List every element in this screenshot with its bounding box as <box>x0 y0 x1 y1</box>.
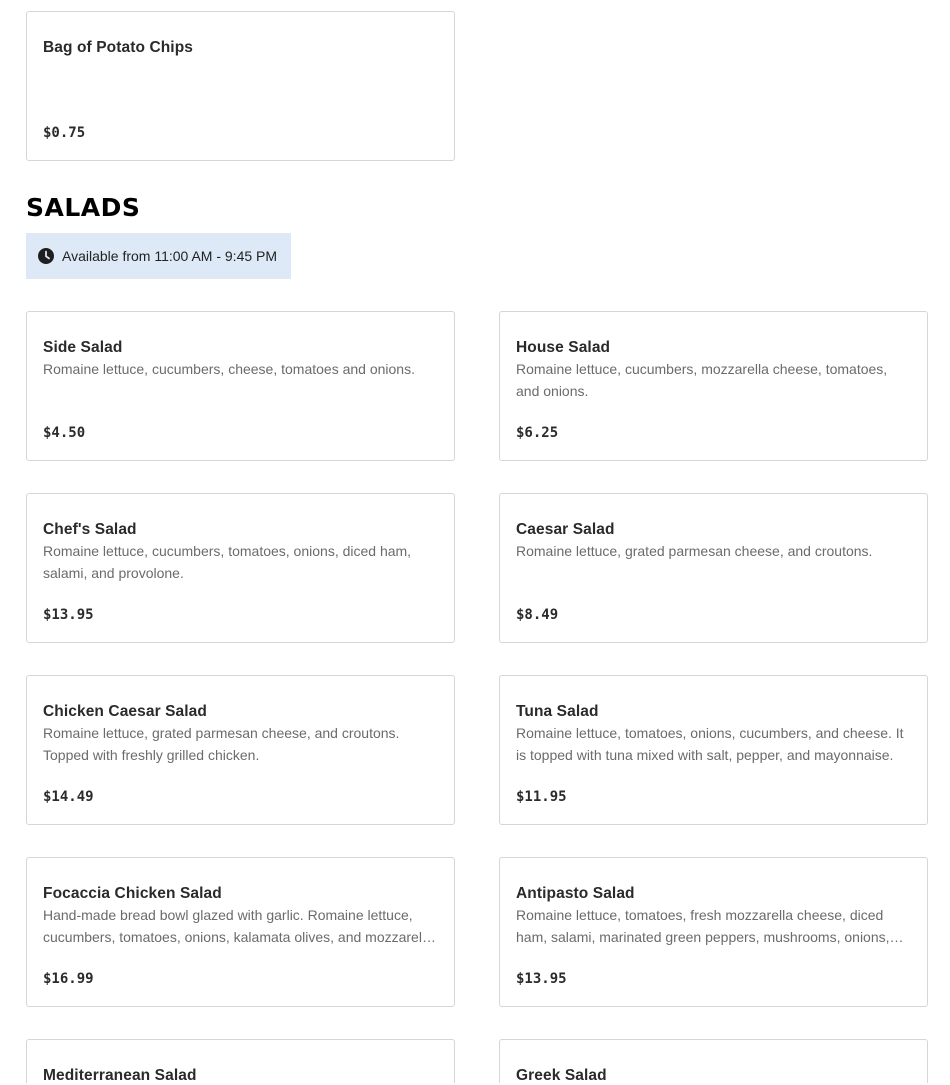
menu-item-name: Greek Salad <box>516 1067 607 1084</box>
menu-item-name: Bag of Potato Chips <box>43 39 194 56</box>
menu-item-price: $11.95 <box>516 789 567 805</box>
menu-item-name: House Salad <box>516 339 611 356</box>
clock-icon <box>38 248 54 264</box>
availability-banner <box>26 233 291 279</box>
menu-item-price: $8.49 <box>516 607 559 623</box>
menu-item-name: Tuna Salad <box>516 703 599 720</box>
menu-item-description: Hand-made bread bowl glazed with garlic. Romaine lettuce, cucumbers, tomatoes, onions, kalamata olives, and mozzarel… <box>43 907 436 945</box>
menu-item-description: Romaine lettuce, cucumbers, tomatoes, onions, diced ham, salami, and provolone. <box>43 543 412 581</box>
menu-item-name: Antipasto Salad <box>516 885 635 902</box>
menu-item-card[interactable] <box>26 311 455 461</box>
menu-item-card[interactable] <box>499 311 928 461</box>
menu-item-card[interactable] <box>499 1039 928 1083</box>
menu-item-card[interactable] <box>26 11 455 161</box>
menu-item-card[interactable] <box>26 675 455 825</box>
menu-item-description: Romaine lettuce, tomatoes, fresh mozzarella cheese, diced ham, salami, marinated green peppers, mushrooms, onions,… <box>516 907 904 945</box>
availability-text: Available from 11:00 AM - 9:45 PM <box>62 248 278 264</box>
menu-item-price: $14.49 <box>43 789 94 805</box>
menu-item-price: $16.99 <box>43 971 94 987</box>
menu-item-name: Caesar Salad <box>516 521 615 538</box>
menu-item-card[interactable] <box>499 857 928 1007</box>
menu-item-card[interactable] <box>499 493 928 643</box>
menu-item-name: Focaccia Chicken Salad <box>43 885 222 902</box>
menu-item-card[interactable] <box>26 857 455 1007</box>
menu-item-price: $0.75 <box>43 125 86 141</box>
menu-item-price: $6.25 <box>516 425 559 441</box>
menu-item-price: $13.95 <box>43 607 94 623</box>
menu-item-card[interactable] <box>499 675 928 825</box>
menu-item-description: Romaine lettuce, grated parmesan cheese, and croutons. <box>516 543 873 559</box>
menu-item-card[interactable] <box>26 1039 455 1083</box>
menu-item-name: Mediterranean Salad <box>43 1067 197 1084</box>
menu-item-price: $13.95 <box>516 971 567 987</box>
menu-item-description: Romaine lettuce, cucumbers, cheese, tomatoes and onions. <box>43 361 415 377</box>
menu-item-name: Side Salad <box>43 339 123 356</box>
menu-item-price: $4.50 <box>43 425 86 441</box>
menu-item-name: Chef's Salad <box>43 521 137 538</box>
section-title: SALADS <box>26 193 141 222</box>
menu-item-description: Romaine lettuce, cucumbers, mozzarella cheese, tomatoes, and onions. <box>516 361 888 399</box>
menu-item-description: Romaine lettuce, grated parmesan cheese, and croutons. Topped with freshly grilled chicken. <box>43 725 400 763</box>
menu-item-description: Romaine lettuce, tomatoes, onions, cucumbers, and cheese. It is topped with tuna mixed with salt, pepper, and mayonnaise. <box>516 725 904 763</box>
menu-item-name: Chicken Caesar Salad <box>43 703 207 720</box>
menu-item-card[interactable] <box>26 493 455 643</box>
